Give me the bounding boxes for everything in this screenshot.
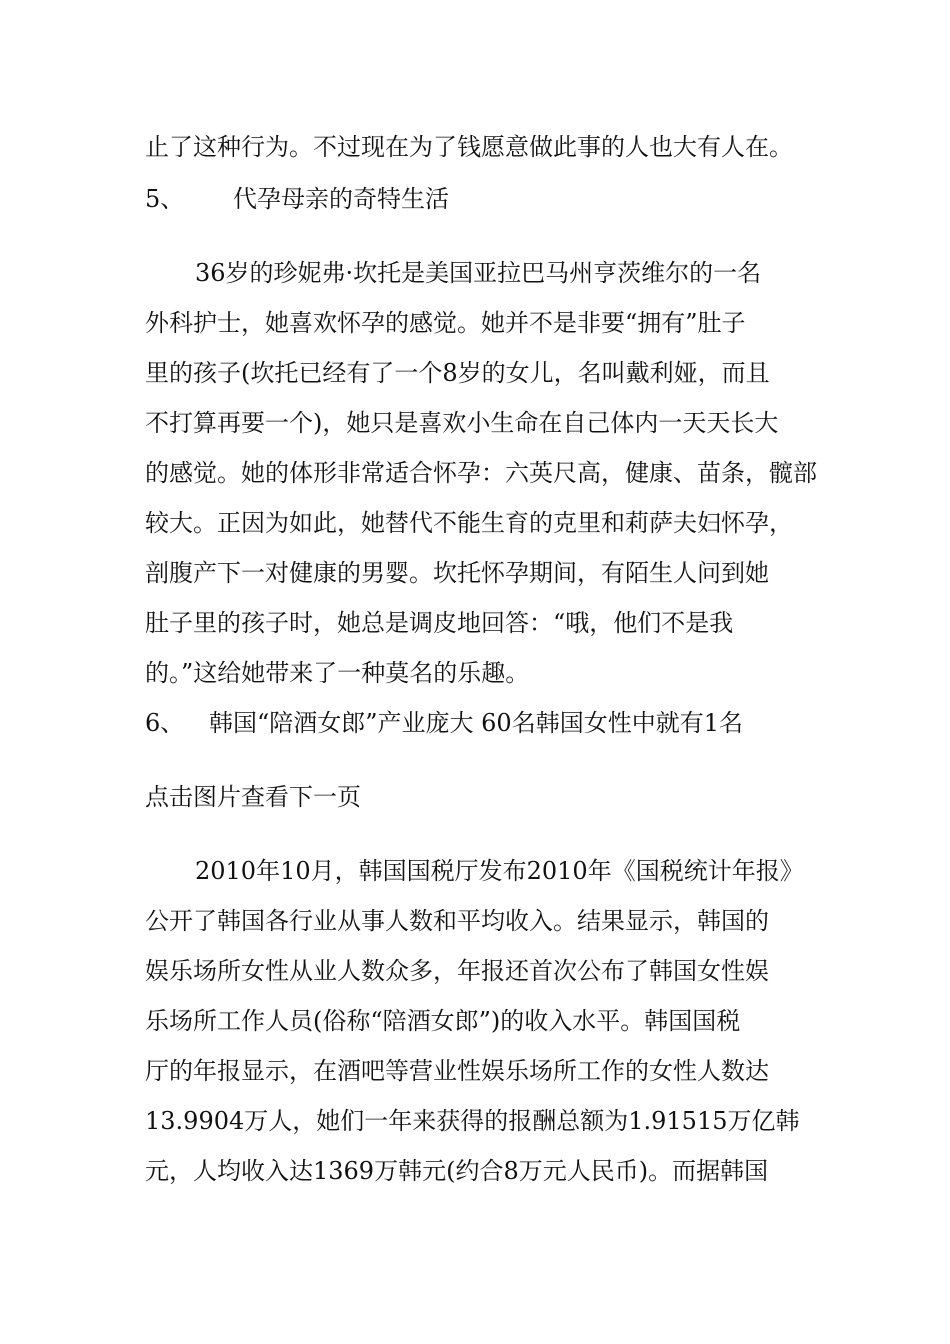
section-6-paragraph-line-7: 元，人均收入达1369万韩元(约合8万元人民币)。而据韩国 [145,1157,769,1185]
intro-line: 止了这种行为。不过现在为了钱愿意做此事的人也大有人在。 [145,133,793,161]
section-5-paragraph-line-9: 的。”这给她带来了一种莫名的乐趣。 [145,659,530,687]
section-6-paragraph-line-5: 厅的年报显示，在酒吧等营业性娱乐场所工作的女性人数达 [145,1057,769,1085]
section-5-paragraph-line-8: 肚子里的孩子时，她总是调皮地回答：“哦，他们不是我 [145,609,734,637]
click-image-next-page-hint: 点击图片查看下一页 [145,783,361,811]
section-5-paragraph-line-7: 剖腹产下一对健康的男婴。坎托怀孕期间，有陌生人问到她 [145,559,769,587]
section-5-heading [145,184,449,214]
section-6-paragraph-line-3: 娱乐场所女性从业人数众多，年报还首次公布了韩国女性娱 [145,957,769,985]
section-6-paragraph-line-4: 乐场所工作人员(俗称“陪酒女郎”)的收入水平。韩国国税 [145,1007,741,1035]
section-6-paragraph-line-6: 13.9904万人，她们一年来获得的报酬总额为1.91515万亿韩 [145,1107,800,1135]
section-5-paragraph-line-1: 36岁的珍妮弗·坎托是美国亚拉巴马州亨茨维尔的一名 [195,259,762,287]
section-5-paragraph-line-4: 不打算再要一个)，她只是喜欢小生命在自己体内一天天长大 [145,409,779,437]
section-6-title: 韩国“陪酒女郎”产业庞大 60名韩国女性中就有1名 [209,709,743,737]
section-5-title: 代孕母亲的奇特生活 [233,185,449,213]
section-6-heading [145,708,743,738]
section-5-number: 5、 [145,185,185,213]
section-6-number: 6、 [145,709,185,737]
section-5-paragraph-line-5: 的感觉。她的体形非常适合怀孕：六英尺高，健康、苗条，髋部 [145,459,817,487]
section-5-paragraph-line-6: 较大。正因为如此，她替代不能生育的克里和莉萨夫妇怀孕， [145,509,793,537]
section-5-paragraph-line-3: 里的孩子(坎托已经有了一个8岁的女儿，名叫戴利娅，而且 [145,359,770,387]
section-6-paragraph-line-1: 2010年10月，韩国国税厅发布2010年《国税统计年报》 [195,857,804,885]
section-6-paragraph-line-2: 公开了韩国各行业从事人数和平均收入。结果显示，韩国的 [145,907,769,935]
section-5-paragraph-line-2: 外科护士，她喜欢怀孕的感觉。她并不是非要“拥有”肚子 [145,309,746,337]
